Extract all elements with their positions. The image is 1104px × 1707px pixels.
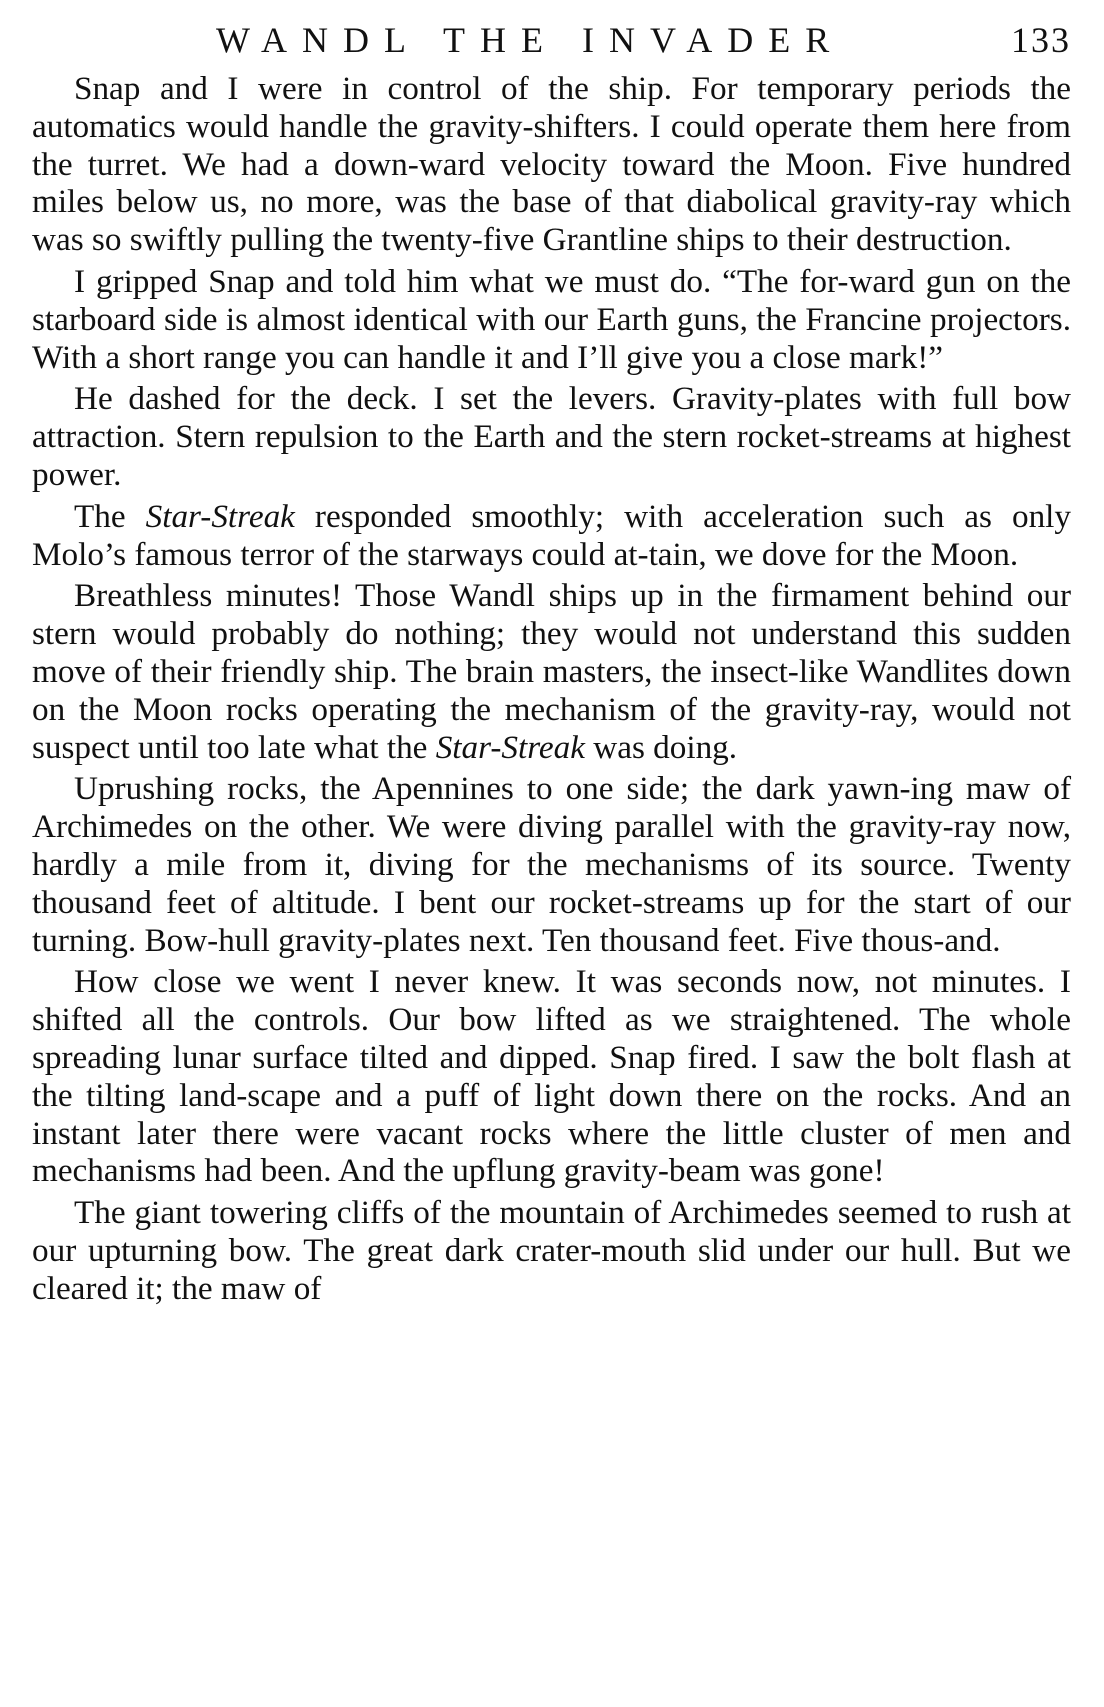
paragraph-6: Uprushing rocks, the Apennines to one side; the dark yawn-ing maw of Archimedes on the other. We were diving parallel with the gravity-ray now, hardly a mile from it, diving for the mechanisms of its source. Twenty thousand feet of altitude. I bent our rocket-streams up for the start of our turning. Bow-hull gravity-plates next. Ten thousand feet. Five thous-and. bbox=[32, 770, 1071, 959]
paragraph-4-start: The bbox=[74, 497, 146, 535]
paragraph-1: Snap and I were in control of the ship. For temporary periods the automatics would handle the gravity-shifters. I could operate them here from the turret. We had a down-ward velocity toward the Moon. Five hundred miles below us, no more, was the base of that diabolical gravity-ray which was so swiftly pulling the twenty-five Grantline ships to their destruction. bbox=[32, 70, 1071, 259]
page-number: 133 bbox=[1011, 20, 1071, 60]
paragraph-5 bbox=[32, 577, 1071, 766]
running-title: WANDL THE INVADER bbox=[216, 20, 845, 60]
paragraph-4 bbox=[32, 498, 1071, 574]
ship-name: Star-Streak bbox=[145, 497, 295, 535]
paragraph-2: I gripped Snap and told him what we must do. “The for-ward gun on the starboard side is almost identical with our Earth guns, the Francine projectors. With a short range you can handle it and I’ll give you a close mark!” bbox=[32, 262, 1071, 376]
paragraph-5-start: Breathless minutes! Those Wandl ships up in the firmament behind our stern would probably do nothing; they would not understand this sudden move of their friendly ship. The brain masters, the insect-like Wandlites down on the Moon rocks operating the mechanism of the gravity-ray, would not suspect until too late what the bbox=[32, 577, 1071, 766]
paragraph-3: He dashed for the deck. I set the levers. Gravity-plates with full bow attraction. Stern repulsion to the Earth and the stern rocket-streams at highest power. bbox=[32, 380, 1071, 493]
paragraph-8: The giant towering cliffs of the mountain of Archimedes seemed to rush at our upturning bow. The great dark crater-mouth slid under our hull. But we cleared it; the maw of bbox=[32, 1194, 1071, 1307]
paragraph-4-end: responded smoothly; with acceleration such as only Molo’s famous terror of the starways could at-tain, we dove for the Moon. bbox=[32, 497, 1071, 573]
ship-name: Star-Streak bbox=[435, 728, 585, 766]
running-head bbox=[40, 14, 1071, 70]
body-text bbox=[32, 70, 1071, 1308]
paragraph-7: How close we went I never knew. It was seconds now, not minutes. I shifted all the controls. Our bow lifted as we straightened. The whole spreading lunar surface tilted and dipped. Snap fired. I saw the bolt flash at the tilting land-scape and a puff of light down there on the rocks. And an instant later there were vacant rocks where the little cluster of men and mechanisms had been. And the upflung gravity-beam was gone! bbox=[32, 963, 1071, 1190]
paragraph-5-end: was doing. bbox=[584, 728, 738, 766]
